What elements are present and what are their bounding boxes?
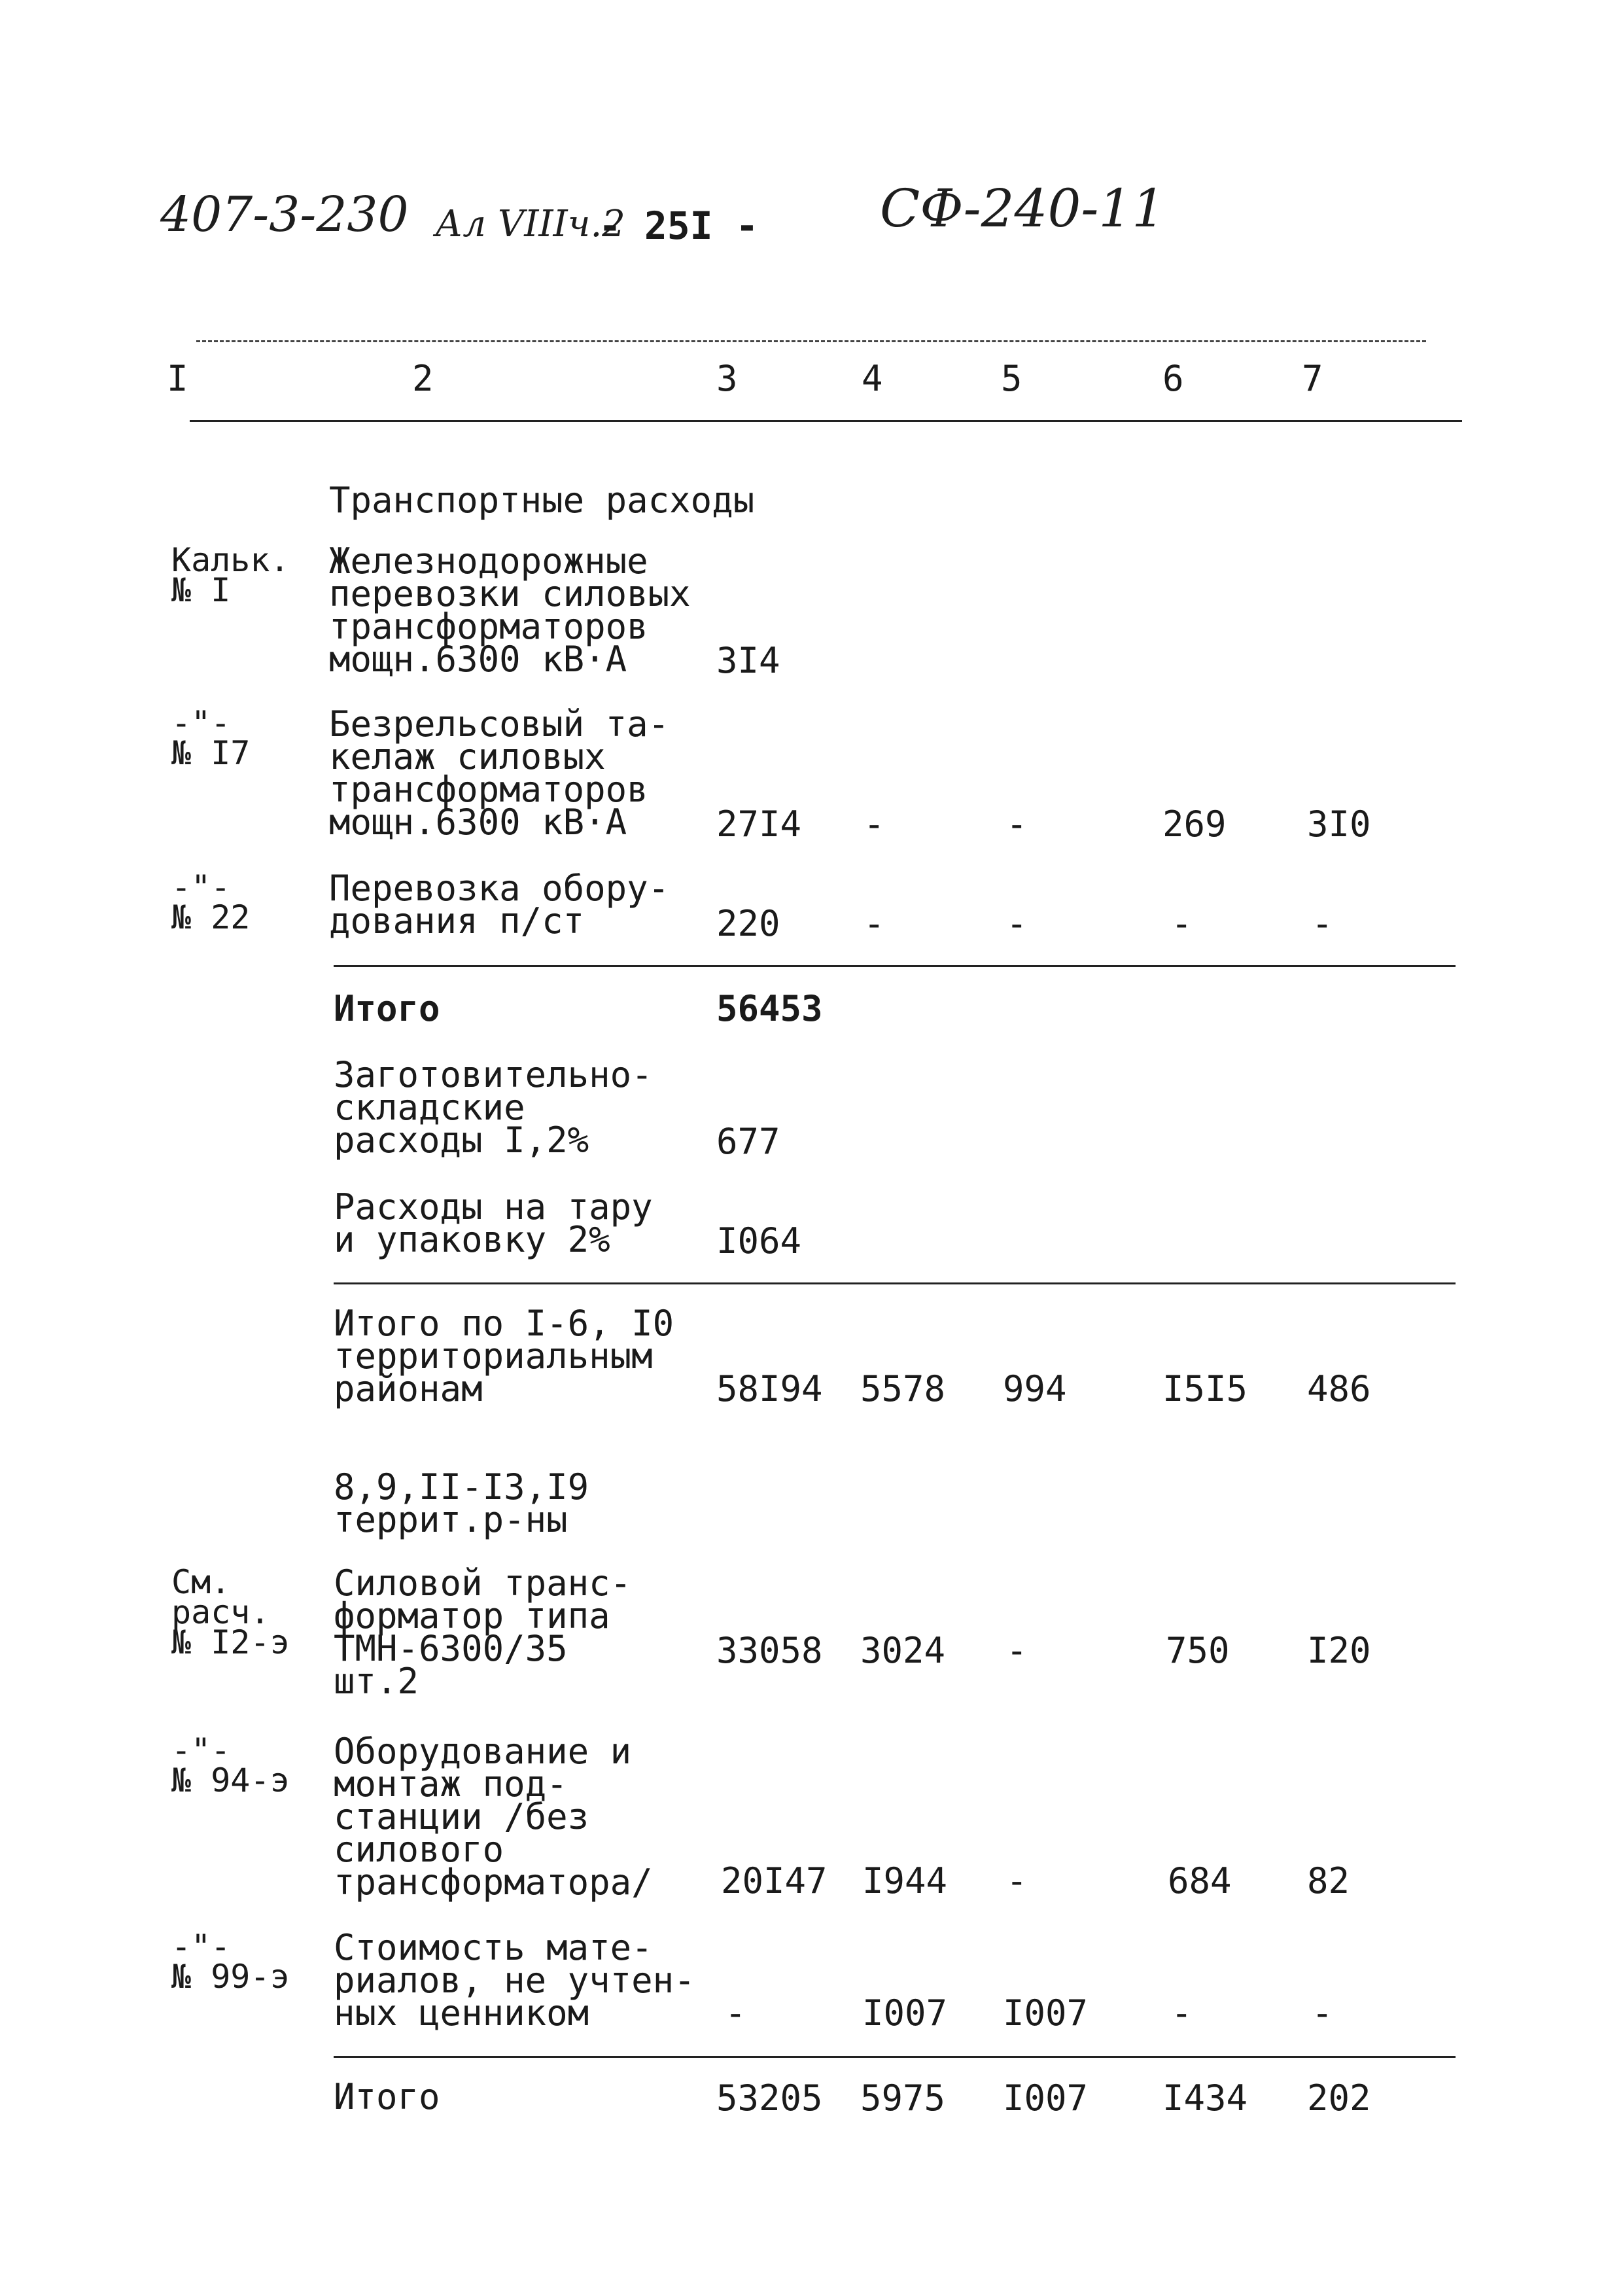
row-c4: - [864, 903, 885, 944]
album-ref: Ал VIIIч.2 [435, 203, 625, 245]
row-c7: I20 [1307, 1630, 1371, 1671]
doc-code: 407-3-230 [160, 186, 409, 243]
section-title-transport: Транспортные расходы [329, 480, 755, 521]
final-total-rule [334, 2056, 1456, 2058]
row-name: Заготовительно- складские расходы I,2% [334, 1054, 653, 1161]
row-c3: I064 [716, 1220, 802, 1262]
row-c3: 56453 [716, 988, 823, 1029]
row-c4: 5975 [860, 2077, 946, 2119]
col-header-4: 4 [862, 358, 883, 399]
row-c6: - [1171, 903, 1193, 944]
row-c5: 994 [1003, 1368, 1067, 1409]
row-c5: I007 [1003, 1992, 1089, 2034]
col-header-7: 7 [1302, 358, 1323, 399]
row-c6: 269 [1162, 804, 1227, 845]
row-ref: См. расч. № I2-э [171, 1563, 290, 1661]
row-c5: - [1006, 1630, 1028, 1671]
row-c6: I434 [1162, 2077, 1248, 2119]
row-name: Расходы на тару и упаковку 2% [334, 1186, 653, 1260]
row-c3: 33058 [716, 1630, 823, 1671]
row-c6: - [1171, 1992, 1193, 2034]
row-name: Итого [334, 988, 440, 1029]
col-header-3: 3 [716, 358, 738, 399]
row-c4: 3024 [860, 1630, 946, 1671]
header-top-rule [196, 340, 1426, 342]
row-c3: - [725, 1992, 746, 2034]
row-c7: - [1312, 903, 1333, 944]
col-header-2: 2 [412, 358, 434, 399]
row-c7: 202 [1307, 2077, 1371, 2119]
col-header-5: 5 [1001, 358, 1022, 399]
row-ref: -"- № I7 [171, 704, 251, 772]
row-c4: I944 [862, 1860, 948, 1901]
row-c4: 5578 [860, 1368, 946, 1409]
row-ref: -"- № 94-э [171, 1731, 290, 1799]
row-c5: I007 [1003, 2077, 1089, 2119]
row-ref: -"- № 99-э [171, 1928, 290, 1996]
row-c3: 27I4 [716, 804, 802, 845]
row-c6: I5I5 [1162, 1368, 1248, 1409]
page-number: - 25I - [599, 203, 759, 248]
row-name: Итого по I-6, I0 территориальным районам [334, 1303, 674, 1409]
row-c4: - [864, 804, 885, 845]
row-name: Итого [334, 2076, 440, 2117]
row-ref: Кальк. № I [171, 541, 290, 609]
row-c3: 220 [716, 903, 780, 944]
row-c3: 20I47 [721, 1860, 828, 1901]
col-header-6: 6 [1162, 358, 1184, 399]
row-c6: 684 [1168, 1860, 1232, 1901]
subtotal-rule [334, 965, 1456, 967]
row-c6: 750 [1166, 1630, 1230, 1671]
row-c7: 486 [1307, 1368, 1371, 1409]
row-name: Безрельсовый та- келаж силовых трансформаторов мощн.6300 кВ·А [329, 703, 670, 843]
total-rule [334, 1282, 1456, 1284]
sheet-code: СФ-240-11 [880, 178, 1166, 239]
row-c7: - [1312, 1992, 1333, 2034]
header-bottom-rule [190, 420, 1462, 422]
row-c7: 82 [1307, 1860, 1350, 1901]
section-title-territories: 8,9,II-I3,I9 террит.р-ны [334, 1466, 589, 1540]
row-c3: 3I4 [716, 640, 780, 681]
row-c3: 677 [716, 1121, 780, 1162]
row-name: Железнодорожные перевозки силовых трансформаторов мощн.6300 кВ·А [329, 540, 691, 680]
row-c5: - [1006, 1860, 1028, 1901]
col-header-1: I [167, 358, 188, 399]
row-name: Стоимость мате- риалов, не учтен- ных ценником [334, 1927, 695, 2034]
row-c5: - [1006, 804, 1028, 845]
row-c7: 3I0 [1307, 804, 1371, 845]
row-c5: - [1006, 903, 1028, 944]
row-c3: 58I94 [716, 1368, 823, 1409]
row-name: Силовой транс- форматор типа ТМН-6300/35 шт.2 [334, 1563, 632, 1702]
row-c3: 53205 [716, 2077, 823, 2119]
row-c4: I007 [862, 1992, 948, 2034]
row-name: Оборудование и монтаж под- станции /без силового трансформатора/ [334, 1731, 653, 1903]
row-name: Перевозка обору- дования п/ст [329, 868, 670, 942]
row-ref: -"- № 22 [171, 868, 251, 936]
